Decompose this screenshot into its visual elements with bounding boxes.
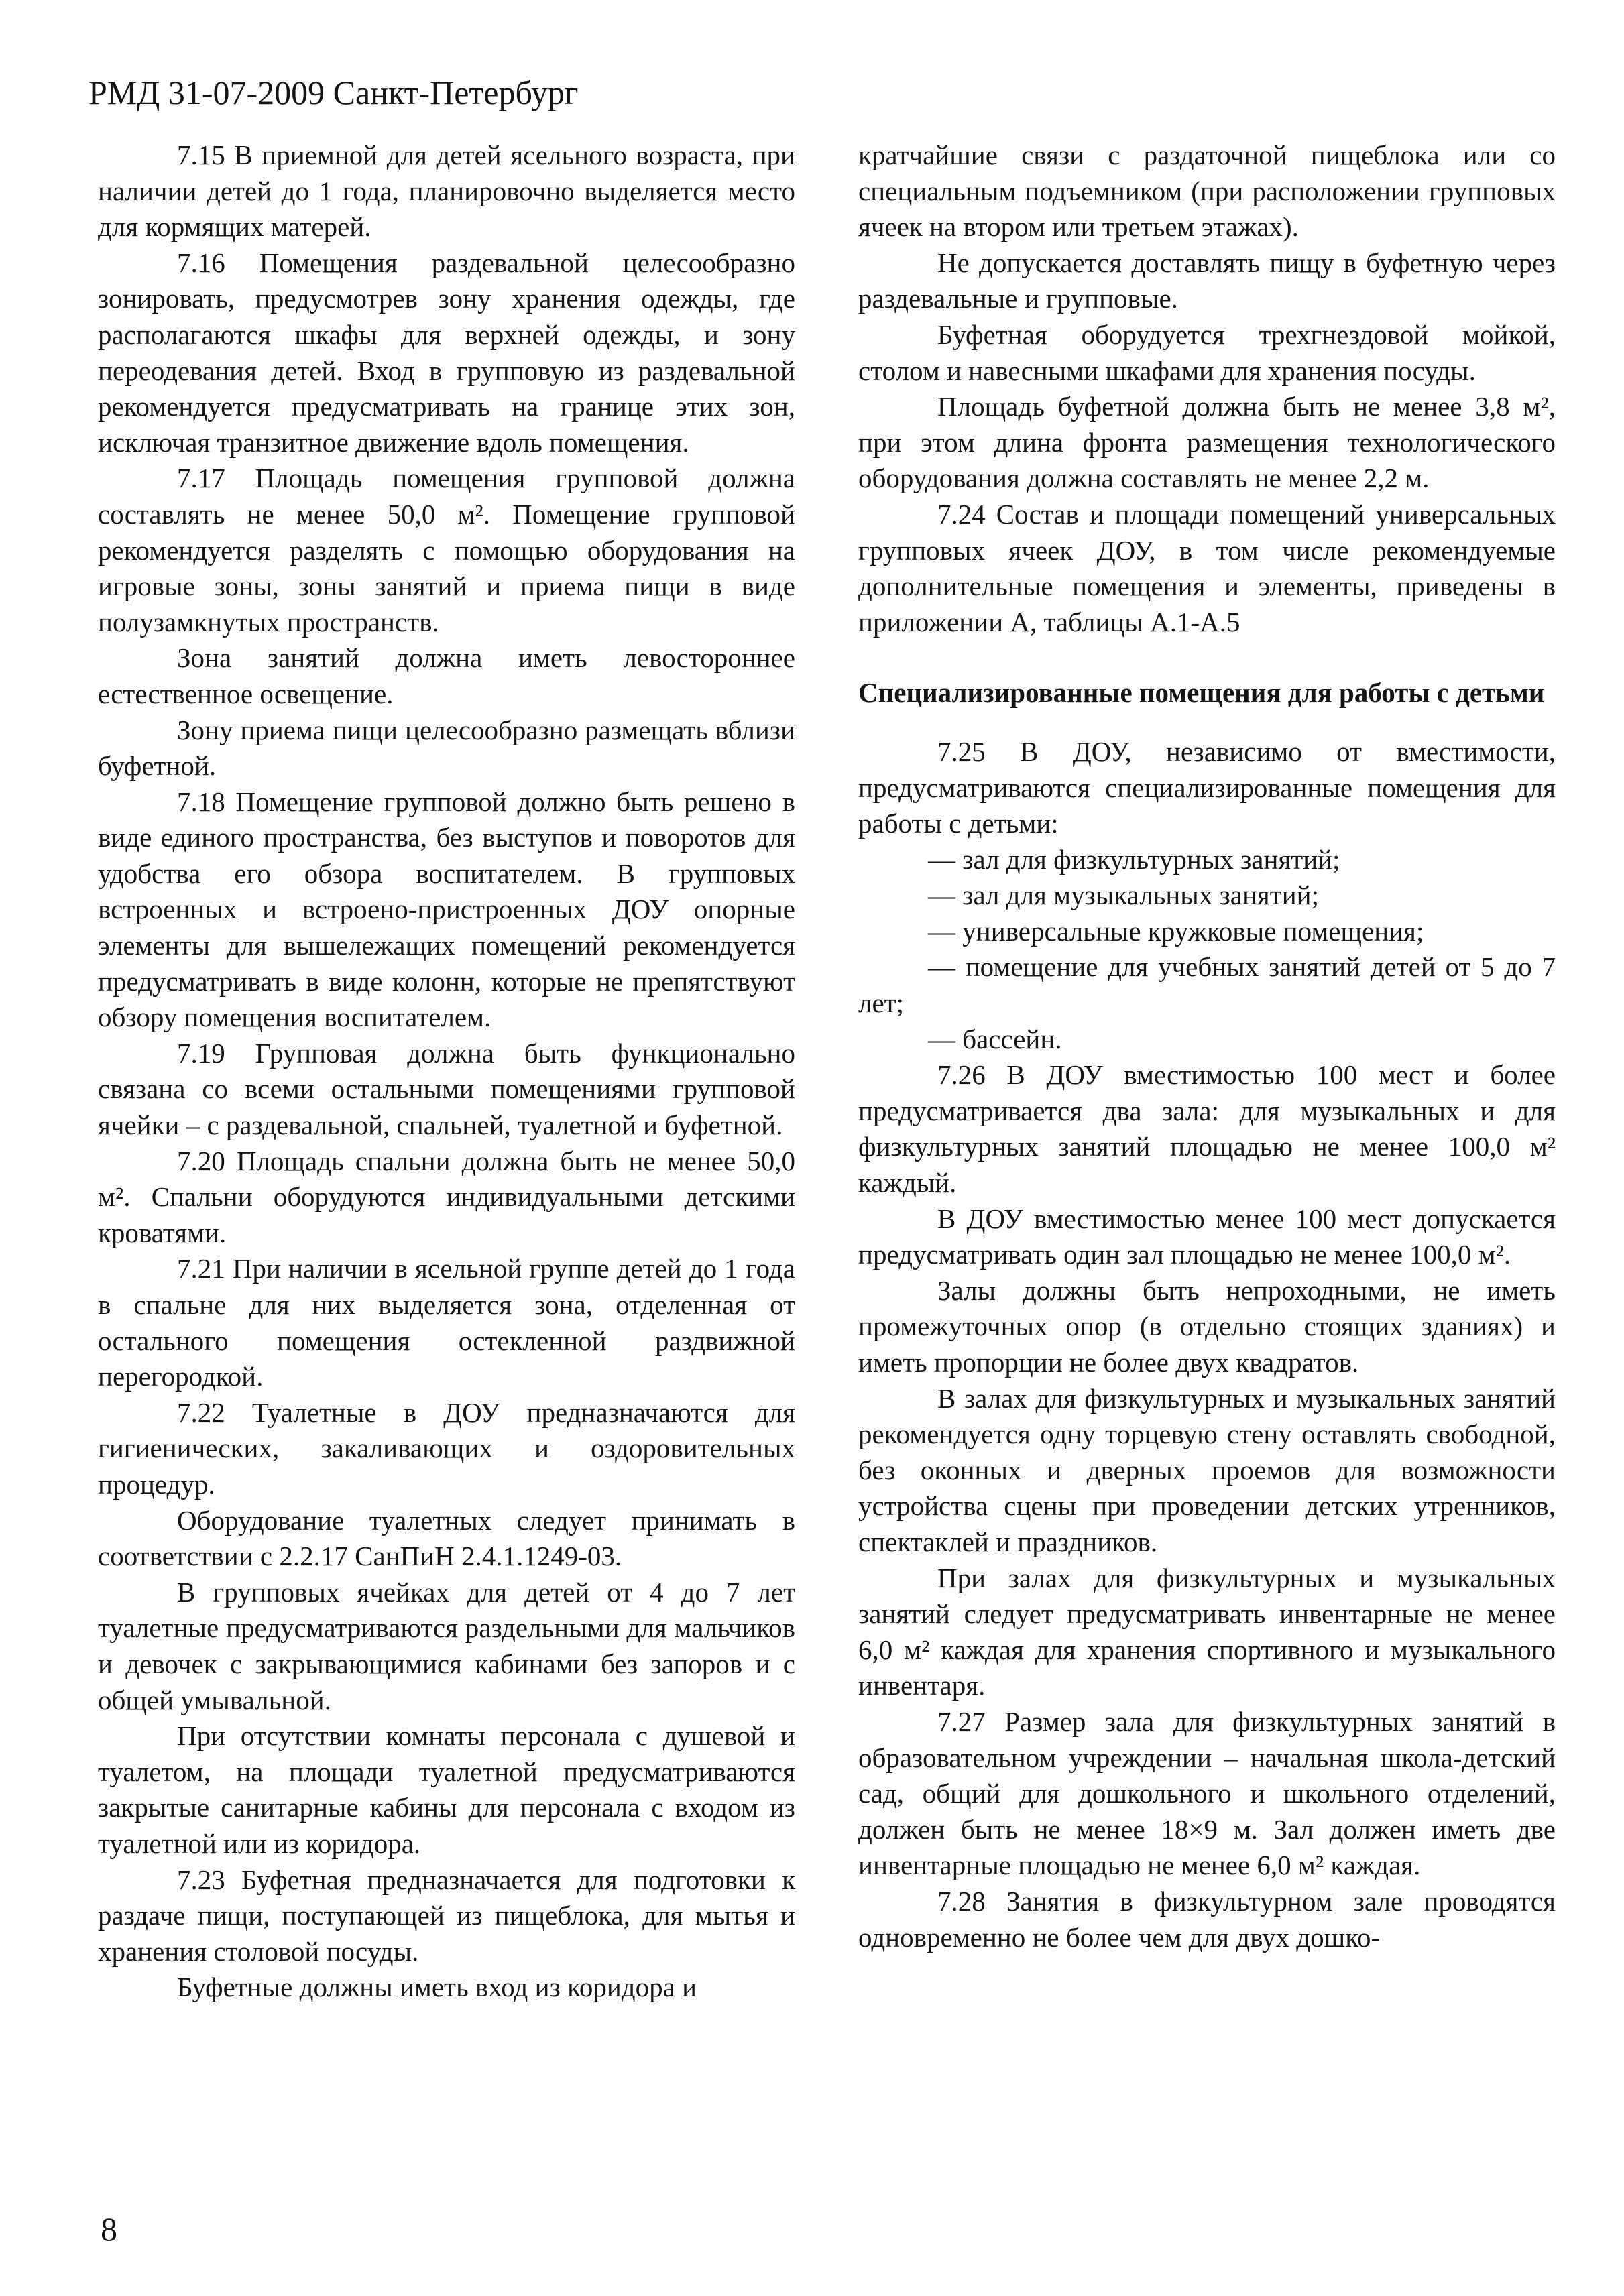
paragraph: 7.20 Площадь спальни должна быть не менее 50,0 м². Спальни оборудуются индивидуальными детскими кроватями. [98, 1145, 795, 1248]
list-item: — бассейн. [928, 1023, 1062, 1054]
paragraph: 7.25 В ДОУ, независимо от вместимости, предусматриваются специализированные помещения для работы с детьми: [858, 735, 1556, 839]
paragraph: 7.19 Групповая должна быть функционально связана со всеми остальными помещениями групповой ячейки – с раздевальной, спальней, туалетной и буфетной. [98, 1037, 795, 1141]
list-item: — зал для музыкальных занятий; [928, 880, 1319, 911]
paragraph: При отсутствии комнаты персонала с душевой и туалетом, на площади туалетной предусматриваются закрытые санитарные кабины для персонала с входом из туалетной или из коридора. [98, 1720, 795, 1859]
left-column [98, 137, 795, 2006]
paragraph: 7.24 Состав и площади помещений универсальных групповых ячеек ДОУ, в том числе рекомендуемые дополнительные помещения и элементы, приведены в приложении А, таблицы А.1-А.5 [858, 498, 1556, 638]
paragraph-continued: кратчайшие связи с раздаточной пищеблока или со специальным подъемником (при расположении групповых ячеек на втором или третьем этажах). [858, 139, 1556, 243]
paragraph: 7.26 В ДОУ вместимостью 100 мест и более предусматривается два зала: для музыкальных и для физкультурных занятий площадью не менее 100,0 м² каждый. [858, 1059, 1556, 1199]
paragraph: Зона занятий должна иметь левостороннее естественное освещение. [98, 642, 795, 709]
paragraph: 7.28 Занятия в физкультурном зале проводятся одновременно не более чем для двух дошко- [858, 1885, 1556, 1953]
list-item: — помещение для учебных занятий детей от 5 до 7 лет; [858, 951, 1556, 1019]
page-header: РМД 31-07-2009 Санкт-Петербург [89, 74, 579, 111]
right-column [858, 137, 1556, 1955]
paragraph: 7.22 Туалетные в ДОУ предназначаются для гигиенических, закаливающих и оздоровительных процедур. [98, 1396, 795, 1500]
paragraph: 7.17 Площадь помещения групповой должна составлять не менее 50,0 м². Помещение групповой рекомендуется разделять с помощью оборудования на игровые зоны, зоны занятий и приема пищи в виде полузамкнутых пространств. [98, 463, 795, 638]
list-item: — универсальные кружковые помещения; [928, 915, 1424, 947]
paragraph: 7.27 Размер зала для физкультурных занятий в образовательном учреждении – начальная школа-детский сад, общий для дошкольного и школьного отделений, должен быть не менее 18×9 м. Зал должен иметь две инвентарные площадью не менее 6,0 м² каждая. [858, 1705, 1556, 1881]
paragraph: Буфетные должны иметь вход из коридора и [177, 1972, 697, 2003]
paragraph: В залах для физкультурных и музыкальных занятий рекомендуется одну торцевую стену оставлять свободной, без оконных и дверных проемов для возможности устройства сцены при проведении детских утренников, спектаклей и праздников. [858, 1382, 1556, 1557]
paragraph: 7.21 При наличии в ясельной группе детей до 1 года в спальне для них выделяется зона, отделенная от остального помещения остекленной раздвижной перегородкой. [98, 1253, 795, 1392]
paragraph: В ДОУ вместимостью менее 100 мест допускается предусматривать один зал площадью не менее 100,0 м². [858, 1203, 1556, 1270]
paragraph: Площадь буфетной должна быть не менее 3,8 м², при этом длина фронта размещения технологического оборудования должна составлять не менее 2,2 м. [858, 391, 1556, 494]
paragraph: При залах для физкультурных и музыкальных занятий следует предусматривать инвентарные не менее 6,0 м² каждая для хранения спортивного и музыкального инвентаря. [858, 1562, 1556, 1701]
paragraph: 7.23 Буфетная предназначается для подготовки к раздаче пищи, поступающей из пищеблока, для мытья и хранения столовой посуды. [98, 1864, 795, 1967]
paragraph: Залы должны быть непроходными, не иметь промежуточных опор (в отдельно стоящих зданиях) и иметь пропорции не более двух квадратов. [858, 1274, 1556, 1378]
paragraph: Зону приема пищи целесообразно размещать вблизи буфетной. [98, 714, 795, 782]
paragraph: Не допускается доставлять пищу в буфетную через раздевальные и групповые. [858, 247, 1556, 314]
list-item: — зал для физкультурных занятий; [928, 843, 1340, 875]
paragraph: 7.15 В приемной для детей ясельного возраста, при наличии детей до 1 года, планировочно выделяется место для кормящих матерей. [98, 139, 795, 243]
paragraph: Оборудование туалетных следует принимать в соответствии с 2.2.17 СанПиН 2.4.1.1249-03. [98, 1504, 795, 1572]
paragraph: 7.18 Помещение групповой должно быть решено в виде единого пространства, без выступов и поворотов для удобства его обзора воспитателем. В групповых встроенных и встроено-пристроенных ДОУ опорные элементы для вышележащих помещений рекомендуется предусматривать в виде колонн, которые не препятствуют обзору помещения воспитателем. [98, 786, 795, 1033]
page-number: 8 [101, 2210, 117, 2248]
section-heading: Специализированные помещения для работы с детьми [858, 677, 1545, 709]
paragraph: Буфетная оборудуется трехгнездовой мойкой, столом и навесными шкафами для хранения посуды. [858, 318, 1556, 386]
paragraph: В групповых ячейках для детей от 4 до 7 лет туалетные предусматриваются раздельными для мальчиков и девочек с закрывающимися кабинами без запоров и с общей умывальной. [98, 1576, 795, 1715]
paragraph: 7.16 Помещения раздевальной целесообразно зонировать, предусмотрев зону хранения одежды, где располагаются шкафы для верхней одежды, и зону переодевания детей. Вход в групповую из раздевальной рекомендуется предусматривать на границе этих зон, исключая транзитное движение вдоль помещения. [98, 247, 795, 458]
